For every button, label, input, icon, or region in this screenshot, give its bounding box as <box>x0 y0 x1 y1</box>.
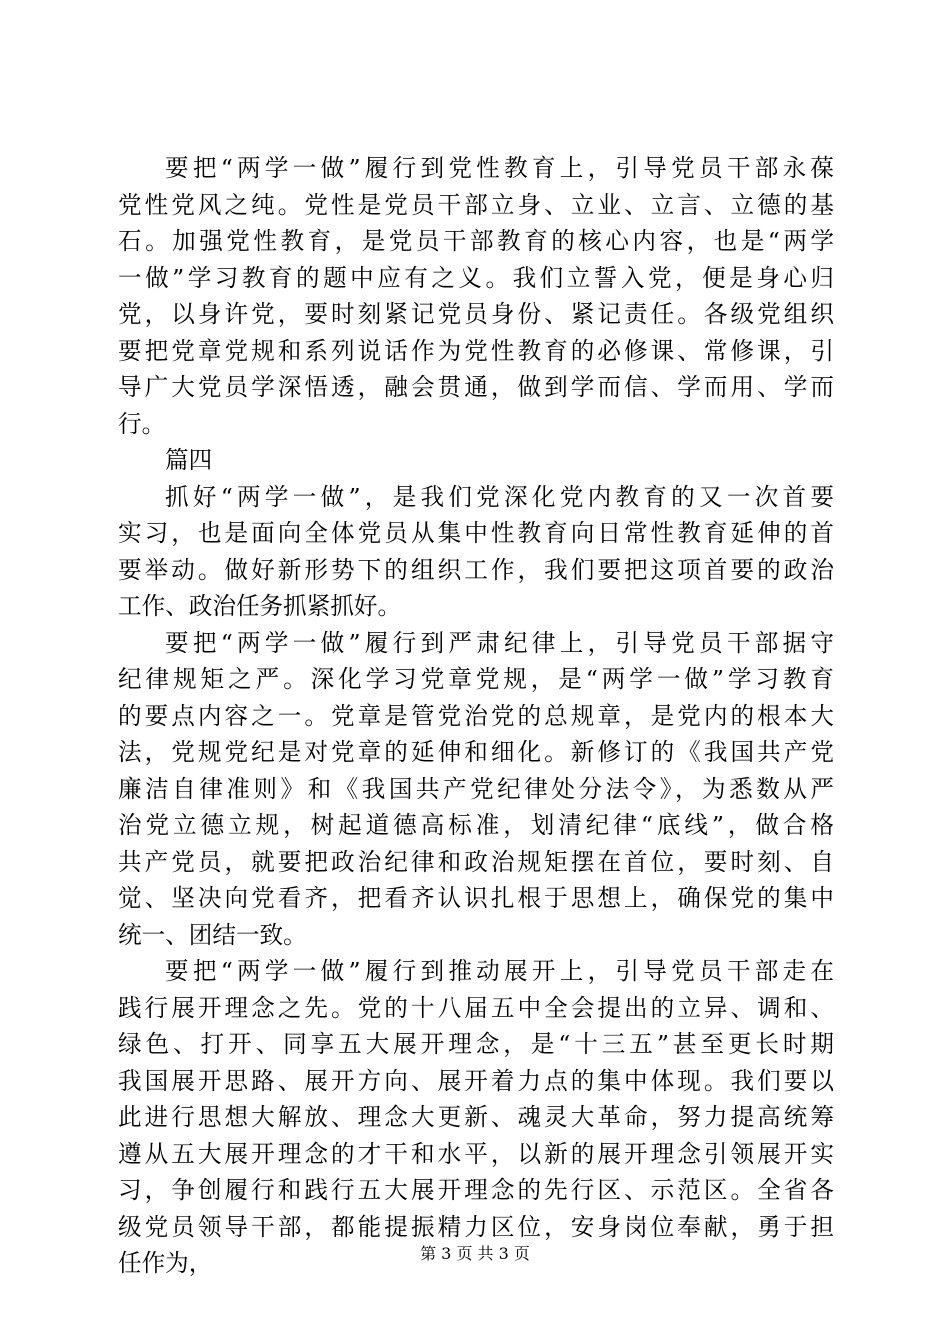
text-line: 篇四 <box>165 446 213 474</box>
text-line: 党，以身许党，要时刻紧记党员身份、紧记责任。各级党组织 <box>118 300 834 328</box>
text-line: 工作、政治任务抓紧抓好。 <box>118 592 402 620</box>
text-line: 要把“两学一做”履行到推动展开上，引导党员干部走在 <box>165 957 834 985</box>
text-line: 级党员领导干部，都能提振精力区位，安身岗位奉献，勇于担 <box>118 1212 834 1241</box>
text-line: 石。加强党性教育，是党员干部教育的核心内容，也是“两学 <box>118 227 834 255</box>
text-line: 要举动。做好新形势下的组织工作，我们要把这项首要的政治 <box>118 555 834 584</box>
text-line: 行。 <box>118 409 166 438</box>
text-line: 统一、团结一致。 <box>118 920 307 949</box>
text-line: 习，争创履行和践行五大展开理念的先行区、示范区。全省各 <box>118 1176 834 1204</box>
text-line: 法，党规党纪是对党章的延伸和细化。新修订的《我国共产党 <box>118 738 834 766</box>
text-line: 导广大党员学深悟透，融会贯通，做到学而信、学而用、学而 <box>118 373 834 401</box>
text-line: 实习，也是面向全体党员从集中性教育向日常性教育延伸的首 <box>118 519 834 547</box>
text-line: 廉洁自律准则》和《我国共产党纪律处分法令》，为悉数从严 <box>118 774 834 803</box>
text-line: 此进行思想大解放、理念大更新、魂灵大革命，努力提高统筹 <box>118 1103 834 1131</box>
text-line: 我国展开思路、展开方向、展开着力点的集中体现。我们要以 <box>118 1066 834 1095</box>
text-line: 党性党风之纯。党性是党员干部立身、立业、立言、立德的基 <box>118 190 834 219</box>
text-line: 践行展开理念之先。党的十八届五中全会提出的立异、调和、 <box>118 993 834 1022</box>
text-line: 的要点内容之一。党章是管党治党的总规章，是党内的根本大 <box>118 701 834 730</box>
text-line: 要把“两学一做”履行到严肃纪律上，引导党员干部据守 <box>165 628 834 657</box>
text-line: 共产党员，就要把政治纪律和政治规矩摆在首位，要时刻、自 <box>118 847 834 876</box>
page-number: 第 3 页 共 3 页 <box>420 1244 530 1263</box>
document-body <box>118 150 834 1282</box>
text-line: 一做”学习教育的题中应有之义。我们立誓入党，便是身心归 <box>118 263 834 292</box>
text-line: 遵从五大展开理念的才干和水平，以新的展开理念引领展开实 <box>118 1139 834 1168</box>
text-line: 要把党章党规和系列说话作为党性教育的必修课、常修课，引 <box>118 336 834 365</box>
text-line: 觉、坚决向党看齐，把看齐认识扎根于思想上，确保党的集中 <box>118 884 834 912</box>
text-line: 绿色、打开、同享五大展开理念，是“十三五”甚至更长时期 <box>118 1030 834 1058</box>
text-line: 抓好“两学一做”，是我们党深化党内教育的又一次首要 <box>165 482 834 511</box>
text-line: 任作为， <box>118 1249 213 1277</box>
text-line: 要把“两学一做”履行到党性教育上，引导党员干部永葆 <box>165 154 834 182</box>
page-footer <box>0 1244 950 1264</box>
text-line: 治党立德立规，树起道德高标准，划清纪律“底线”，做合格 <box>118 811 834 839</box>
text-line: 纪律规矩之严。深化学习党章党规，是“两学一做”学习教育 <box>118 665 834 693</box>
